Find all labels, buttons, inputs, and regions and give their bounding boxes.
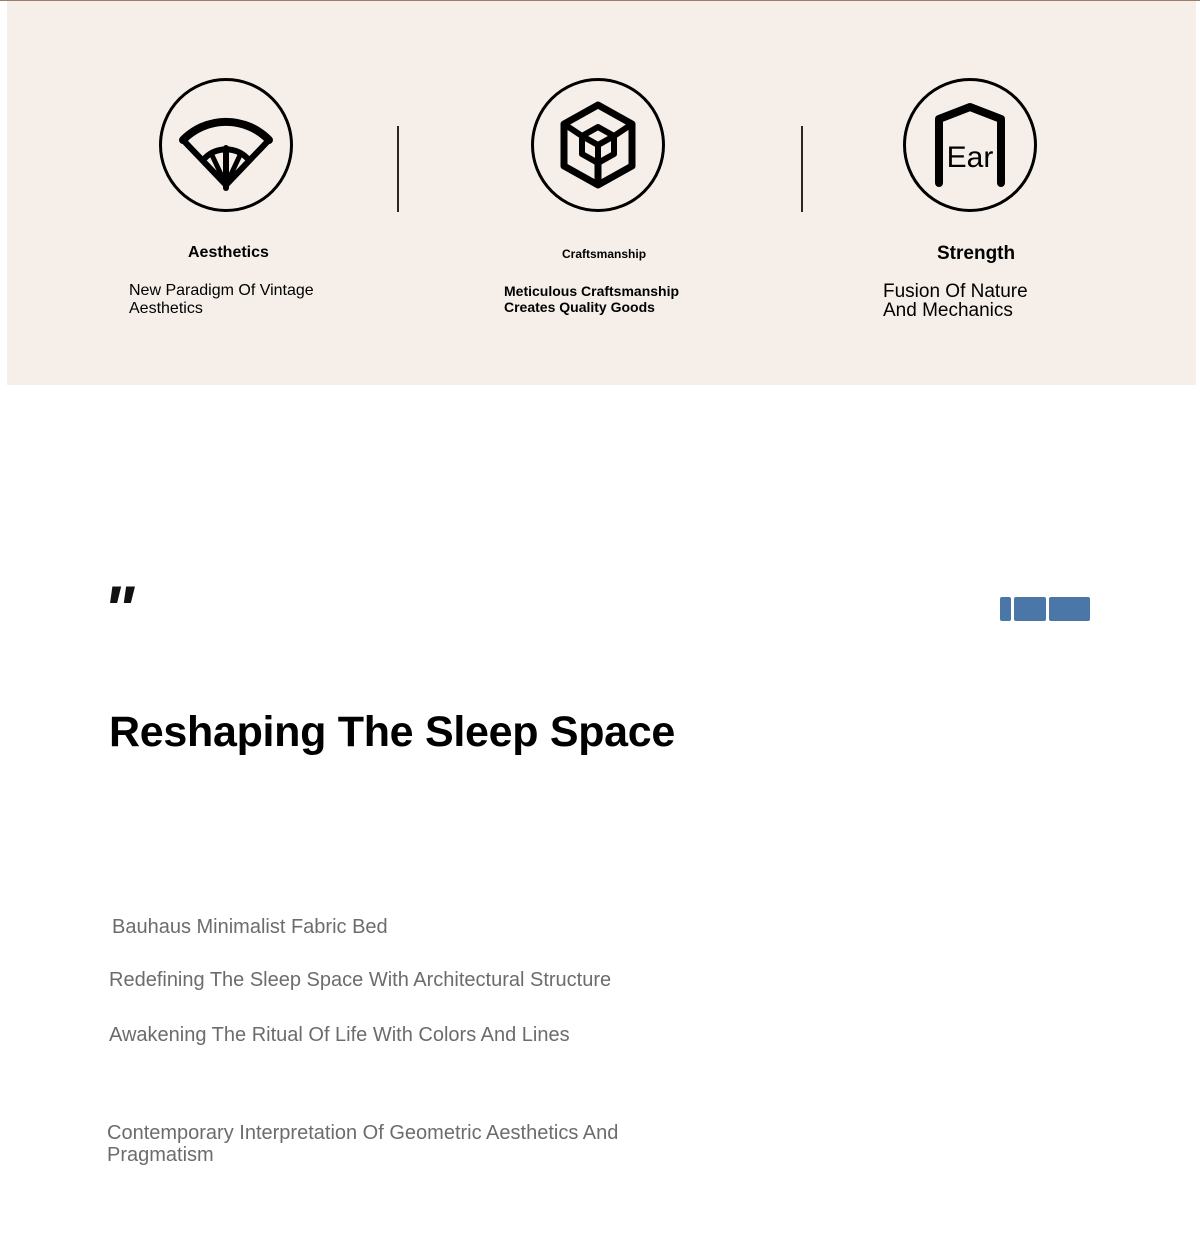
feature-desc-aesthetics: New Paradigm Of Vintage Aesthetics [129,282,314,317]
isometric-cube-icon [531,78,665,212]
arch-frame-icon-label: Ear [946,141,994,174]
hero-line-product: Bauhaus Minimalist Fabric Bed [112,916,388,938]
arch-frame-icon [903,78,1037,212]
feature-divider [397,126,399,212]
hero-line-structure: Redefining The Sleep Space With Architectural Structure [109,969,612,991]
hero-line-ritual: Awakening The Ritual Of Life With Colors And Lines [109,1024,570,1046]
feature-divider [801,126,803,212]
hero-line-geometric: Contemporary Interpretation Of Geometric Aesthetics And Pragmatism [107,1122,619,1166]
feature-title-aesthetics: Aesthetics [188,244,269,261]
folding-fan-icon [159,78,293,212]
carousel-prev-button[interactable] [1000,597,1011,621]
feature-desc-strength: Fusion Of Nature And Mechanics [883,281,1028,321]
features-band [7,1,1196,385]
hero-headline: Reshaping The Sleep Space [109,708,676,756]
carousel-nav [1000,597,1090,621]
feature-desc-craftsmanship: Meticulous Craftsmanship Creates Quality Goods [504,283,680,315]
carousel-next-button[interactable] [1014,597,1046,621]
feature-title-craftsmanship: Craftsmanship [562,247,647,261]
carousel-play-button[interactable] [1049,597,1090,621]
quote-mark: " [103,572,129,646]
feature-title-strength: Strength [937,243,1016,264]
